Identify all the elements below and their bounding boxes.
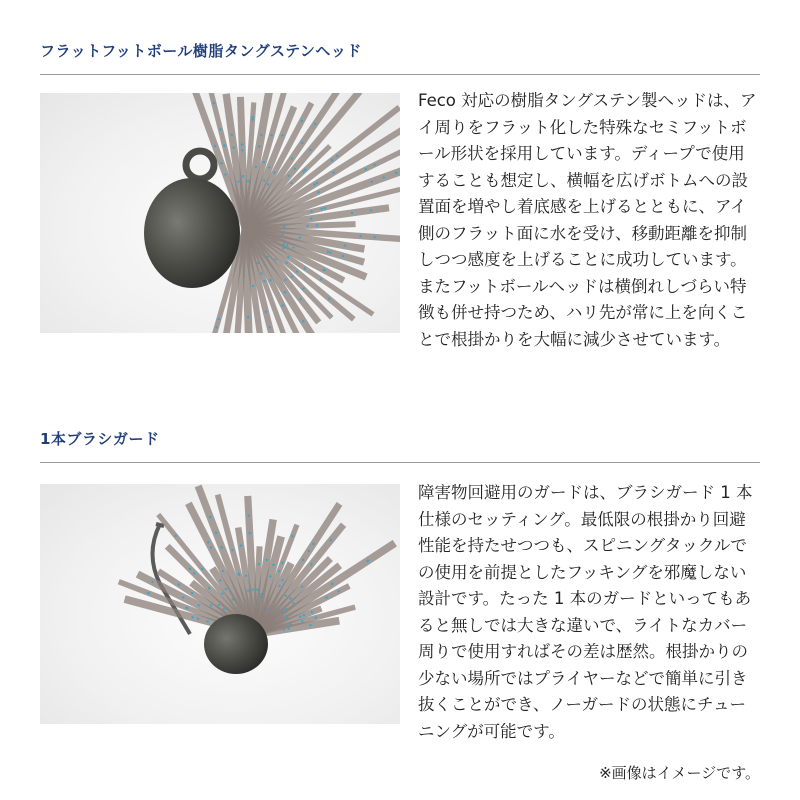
image-disclaimer: ※画像はイメージです。 — [599, 764, 760, 782]
section-description-guard: 障害物回避用のガードは、ブラシガード 1 本仕様のセッティング。最低限の根掛かり回避性能を持たせつつも、スピニングタックルでの使用を前提としたフッキングを邪魔しない設計です。たった 1 本のガードといってもあると無しでは大きな違いで、ライトなカバー周りで使用すればその差は歴然。根掛かりの少ない場所ではプライヤーなどで簡単に引き抜くことができ、ノーガードの状態にチューニングが可能です。 — [418, 483, 753, 741]
product-photo-guard — [40, 484, 400, 724]
section-title-head: フラットフットボール樹脂タングステンヘッド — [40, 42, 362, 60]
section-description-head: Feco 対応の樹脂タングステン製ヘッドは、アイ周りをフラット化した特殊なセミフットボール形状を採用しています。ディープで使用することも想定し、横幅を広げボトムへの設置面を増やし着底感を上げるとともに、アイ側のフラット面に水を受け、移動距離を抑制しつつ感度を上げることに成功しています。またフットボールヘッドは横倒れしづらい特徴も併せ持つため、ハリ先が常に上を向くことで根掛かりを大幅に減少させています。 — [418, 91, 757, 349]
section-divider — [40, 74, 760, 75]
section-title-guard: 1本ブラシガード — [40, 430, 160, 448]
product-photo-head — [40, 93, 400, 333]
section-divider — [40, 462, 760, 463]
